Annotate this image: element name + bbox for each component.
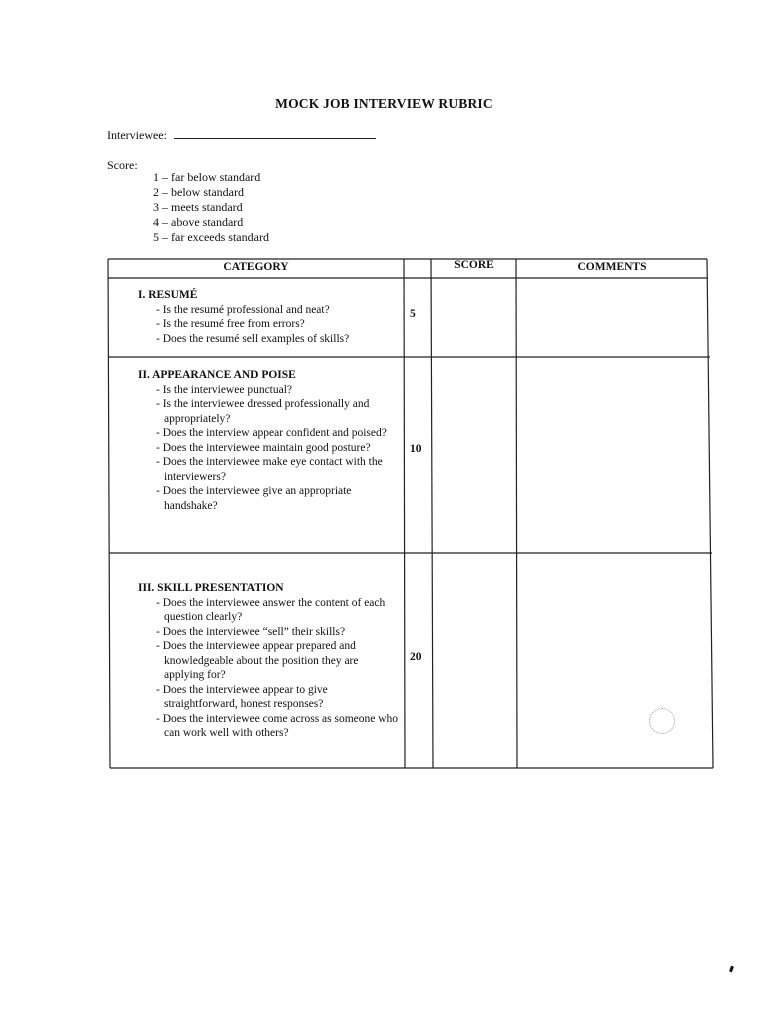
section-points: 10: [410, 443, 422, 455]
scale-item: 4 – above standard: [153, 215, 244, 229]
scan-artifact-stamp: [649, 708, 675, 734]
table-border-left: [108, 259, 110, 768]
question-item: - Does the interviewee appear to give straightforward, honest responses?: [156, 683, 328, 710]
section-resume: [138, 288, 400, 346]
score-cell[interactable]: [433, 279, 515, 356]
scale-item: 5 – far exceeds standard: [153, 230, 269, 244]
comments-cell[interactable]: [519, 554, 709, 767]
question-item: - Is the resumé free from errors?: [156, 318, 305, 330]
question-item: - Does the interviewee give an appropriate handshake?: [156, 485, 352, 512]
section-heading: I. RESUMÉ: [138, 289, 198, 301]
question-item: - Does the interview appear confident and poised?: [156, 427, 387, 439]
scale-item: 3 – meets standard: [153, 200, 243, 214]
comments-cell[interactable]: [518, 279, 706, 356]
page-title: MOCK JOB INTERVIEW RUBRIC: [275, 96, 493, 111]
section-appearance-poise: [138, 368, 400, 513]
question-item: - Is the interviewee punctual?: [156, 383, 293, 396]
question-item: - Does the interviewee maintain good posture?: [156, 441, 371, 454]
header-score: SCORE: [454, 259, 494, 271]
score-label: Score:: [107, 158, 138, 172]
header-category: CATEGORY: [223, 261, 289, 273]
section-points: 20: [410, 651, 422, 663]
score-cell[interactable]: [433, 358, 515, 552]
question-item: - Does the interviewee answer the content of each question clearly?: [156, 596, 386, 623]
question-item: - Does the interviewee appear prepared and knowledgeable about the position they are applying for?: [156, 640, 359, 681]
section-heading: II. APPEARANCE AND POISE: [138, 369, 296, 381]
scan-artifact-mark: [729, 966, 734, 973]
column-divider: [404, 259, 405, 768]
header-comments: COMMENTS: [577, 261, 647, 273]
scale-item: 1 – far below standard: [153, 170, 261, 184]
section-points: 5: [410, 308, 416, 320]
question-item: - Does the interviewee make eye contact with the interviewers?: [156, 456, 383, 483]
interviewee-label: Interviewee:: [107, 128, 167, 142]
scale-item: 2 – below standard: [153, 185, 244, 199]
section-skill-presentation: [138, 581, 400, 741]
question-item: - Does the interviewee come across as someone who can work well with others?: [156, 712, 399, 739]
question-item: - Is the interviewee dressed professionally and appropriately?: [156, 398, 370, 425]
score-cell[interactable]: [434, 554, 516, 767]
interviewee-field: [107, 128, 376, 143]
question-item: - Does the interviewee “sell” their skills?: [156, 625, 346, 638]
column-divider: [516, 259, 517, 768]
question-item: - Is the resumé professional and neat?: [156, 303, 330, 316]
section-heading: III. SKILL PRESENTATION: [138, 582, 284, 594]
interviewee-blank-line[interactable]: [174, 128, 376, 139]
question-item: - Does the resumé sell examples of skills?: [156, 332, 350, 345]
comments-cell[interactable]: [518, 358, 708, 552]
score-scale: [153, 170, 269, 245]
